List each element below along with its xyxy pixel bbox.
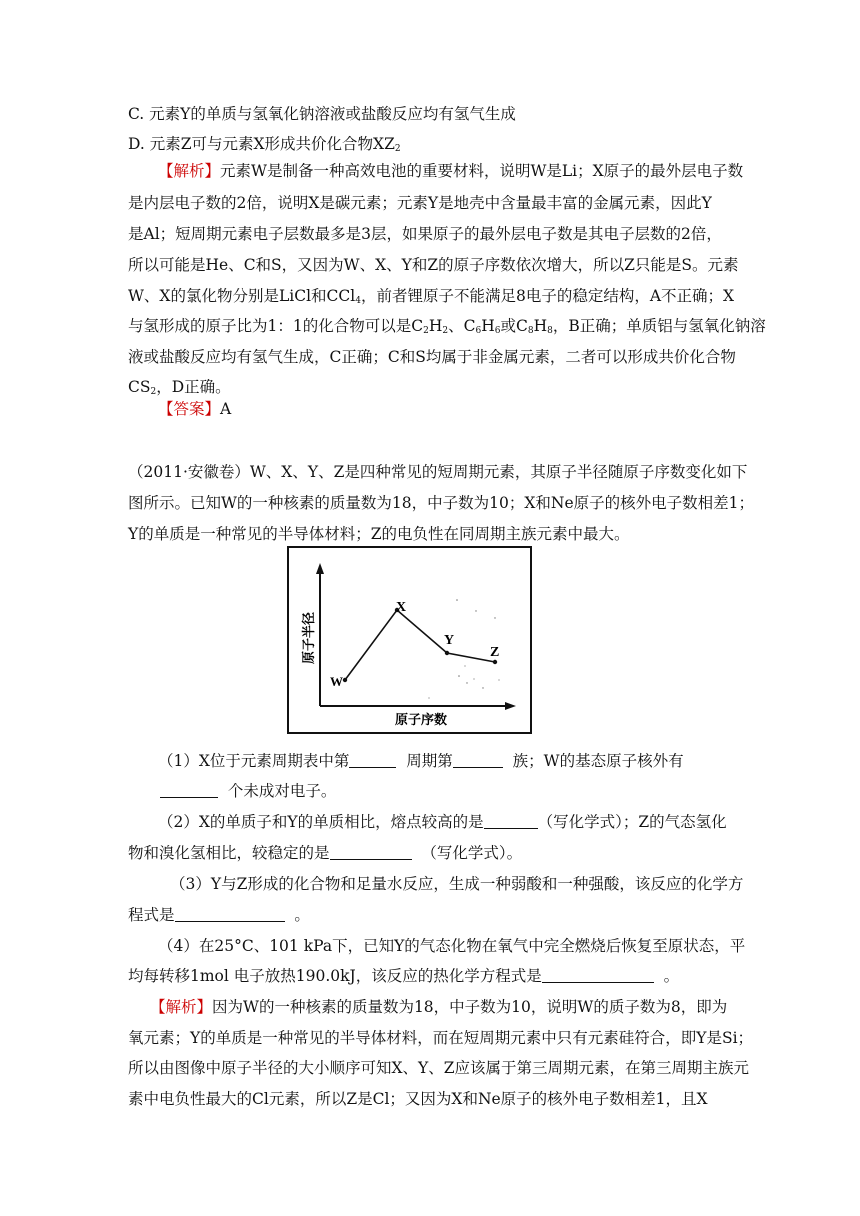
option-c: C. 元素Y的单质与氢氧化钠溶液或盐酸反应均有氢气生成 [128, 105, 516, 123]
answer-blank[interactable] [330, 845, 412, 860]
explanation-2-line: 氧元素；Y的单质是一种常见的半导体材料，而在短周期元素中只有元素硅符合，即Y是Si； [128, 1029, 754, 1047]
explanation-tag: 【解析】 [150, 998, 213, 1016]
explanation-1-line: 液或盐酸反应均有氢气生成，C正确；C和S均属于非金属元素，二者可以形成共价化合物 [128, 348, 736, 366]
sub-question-3-cont: 程式是 。 [128, 906, 310, 924]
scan-speckles [428, 599, 499, 698]
explanation-1-line: W、X的氯化物分别是LiCl和CCl$_4$，前者锂原子不能满足8电子的稳定结构，A不正确；X [128, 287, 735, 306]
x-axis-title: 原子序数 [394, 713, 448, 728]
y-axis-title: 原子半径 [302, 611, 317, 665]
sub-question-2-cont: 物和溴化氢相比，较稳定的是 （写化学式）。 [128, 844, 523, 862]
answer-blank[interactable] [542, 968, 654, 983]
sub-question-2: （2）X的单质子和Y的单质相比，熔点较高的是 （写化学式）；Z的气态氢化 [158, 813, 727, 831]
point-z [493, 660, 497, 664]
label-w: W [330, 674, 343, 689]
explanation-1-line: 与氢形成的原子比为1：1的化合物可以是$C_2H_2$、$C_6H_6$或$C_8H_8$，B正确；单质铝与氢氧化钠溶 [128, 317, 766, 336]
atomic-radius-figure [287, 546, 532, 734]
explanation-2-line: 所以由图像中原子半径的大小顺序可知X、Y、Z应该属于第三周期元素，在第三周期主族元 [128, 1059, 750, 1077]
explanation-1-line: 是Al；短周期元素电子层数最多是3层，如果原子的最外层电子数是其电子层数的2倍， [128, 225, 722, 243]
sub-question-4: （4）在25°C、101 kPa下，已知Y的气态化物在氧气中完全燃烧后恢复至原状态，平 [158, 937, 746, 955]
answer-blank[interactable] [175, 907, 285, 922]
option-d: D. 元素Z可与元素X形成共价化合物$XZ_2$ [128, 135, 401, 154]
label-y: Y [444, 633, 455, 648]
sub-question-3: （3）Y与Z形成的化合物和足量水反应，生成一种弱酸和一种强酸，该反应的化学方 [170, 875, 744, 893]
x-axis [320, 702, 516, 710]
answer-blank[interactable] [160, 783, 218, 798]
label-x: X [396, 600, 407, 615]
explanation-1-line: 【解析】元素W是制备一种高效电池的重要材料，说明W是Li；X原子的最外层电子数 [158, 162, 744, 180]
answer-blank[interactable] [453, 753, 503, 768]
point-w [343, 678, 347, 682]
explanation-1-line: $CS_2$，D正确。 [128, 378, 231, 397]
sub-question-4-cont: 均每转移1mol 电子放热190.0kJ，该反应的热化学方程式是 。 [128, 967, 680, 985]
sub-question-1: （1）X位于元素周期表中第 周期第 族；W的基态原子核外有 [158, 752, 684, 770]
answer-line [158, 399, 231, 419]
sub-question-1-cont: 个未成对电子。 [160, 781, 336, 801]
explanation-1-line: 所以可能是He、C和S，又因为W、X、Y和Z的原子序数依次增大，所以Z只能是S。元素 [128, 256, 739, 274]
explanation-2-line: 素中电负性最大的Cl元素，所以Z是Cl；又因为X和Ne原子的核外电子数相差1，且X [128, 1090, 708, 1108]
explanation-1-line: 是内层电子数的2倍，说明X是碳元素；元素Y是地壳中含量最丰富的金属元素，因此Y [128, 194, 712, 212]
point-y [445, 651, 449, 655]
explanation-tag: 【解析】 [158, 162, 221, 180]
radius-curve [345, 610, 495, 680]
y-axis [316, 563, 324, 706]
question-stem-line: Y的单质是一种常见的半导体材料；Z的电负性在同周期主族元素中最大。 [128, 525, 630, 543]
answer-tag: 【答案】 [158, 400, 221, 418]
question-stem-line: 图所示。已知W的一种核素的质量数为18，中子数为10；X和Ne原子的核外电子数相差1； [128, 494, 755, 512]
label-z: Z [490, 645, 500, 660]
question-stem-line: （2011·安徽卷）W、X、Y、Z是四种常见的短周期元素，其原子半径随原子序数变化如下 [128, 463, 748, 481]
answer-blank[interactable] [349, 753, 396, 768]
answer-blank[interactable] [484, 814, 538, 829]
explanation-2-line: 【解析】因为W的一种核素的质量数为18，中子数为10，说明W的质子数为8，即为 [150, 998, 728, 1016]
answer-value: A [220, 400, 232, 418]
